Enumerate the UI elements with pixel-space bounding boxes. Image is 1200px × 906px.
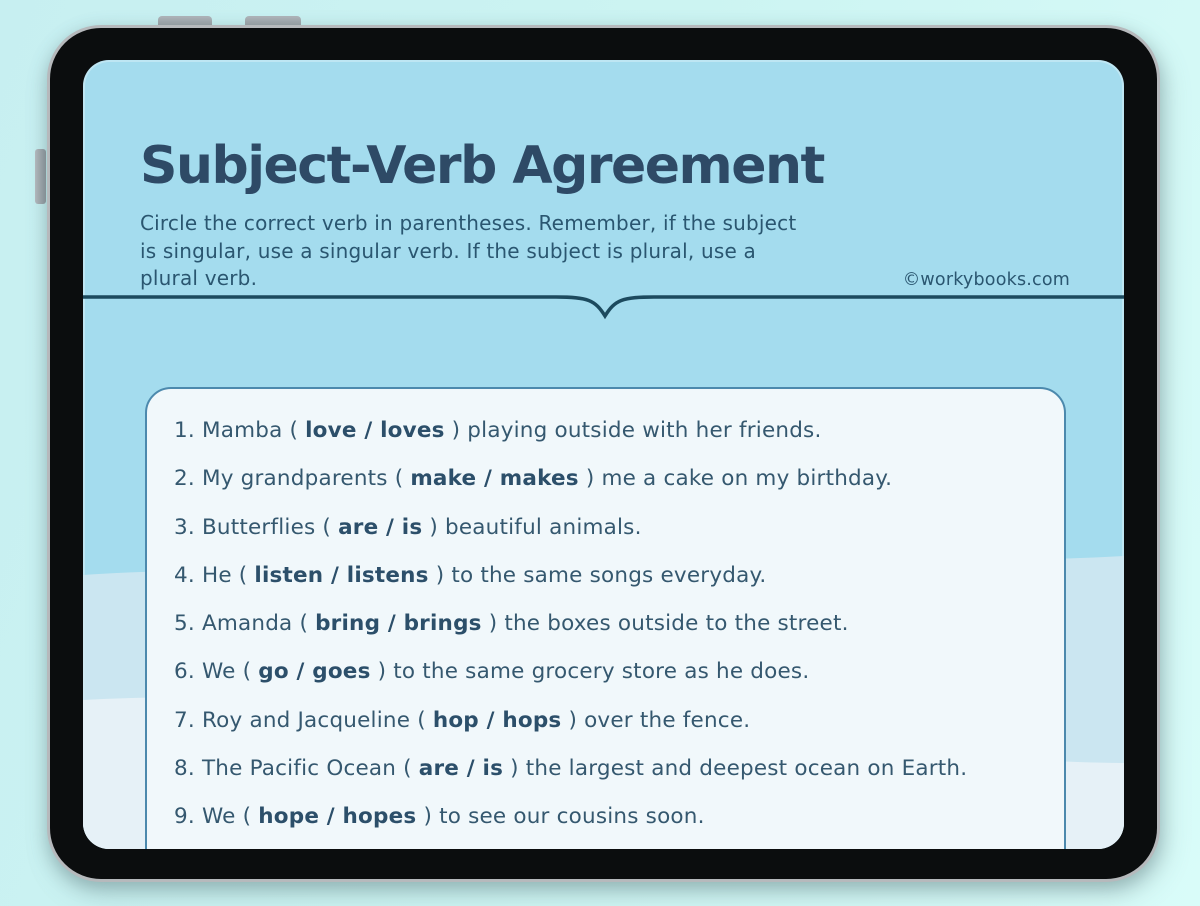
verb-option-2[interactable]: is xyxy=(482,756,504,782)
copyright-text: ©workybooks.com xyxy=(902,270,1070,290)
question-number: 7. xyxy=(174,707,202,733)
verb-option-2[interactable]: hops xyxy=(502,707,562,733)
question-text-post: ) over the fence. xyxy=(561,707,751,733)
question-number: 9. xyxy=(174,804,202,830)
question-row xyxy=(174,697,1054,745)
verb-option-1[interactable]: make xyxy=(410,466,477,492)
verb-option-1[interactable]: are xyxy=(338,514,379,540)
verb-separator: / xyxy=(459,756,483,782)
question-row xyxy=(174,793,1054,841)
tablet-frame xyxy=(47,25,1160,882)
question-row xyxy=(174,552,1054,600)
verb-option-2[interactable]: goes xyxy=(312,659,371,685)
verb-option-2[interactable]: makes xyxy=(499,466,579,492)
question-text-pre: My grandparents ( xyxy=(201,466,411,492)
question-text-post: ) the boxes outside to the street. xyxy=(481,611,849,637)
question-number: 5. xyxy=(174,611,202,637)
verb-option-2[interactable]: listens xyxy=(346,562,429,588)
question-text-post: ) to the same grocery store as he does. xyxy=(370,659,810,685)
question-text-pre: Mamba ( xyxy=(201,418,306,443)
question-row xyxy=(174,407,1054,455)
question-number: 8. xyxy=(174,756,202,782)
verb-option-1[interactable]: love xyxy=(305,418,357,443)
instructions-line-1: Circle the correct verb in parentheses. Remember, if the subject xyxy=(140,211,797,235)
question-text-pre: We ( xyxy=(201,804,259,830)
verb-separator: / xyxy=(323,562,347,588)
tablet-screen xyxy=(83,60,1124,849)
verb-option-2[interactable]: is xyxy=(401,514,423,540)
question-text-post: ) to the same songs everyday. xyxy=(428,562,767,588)
question-text-post: ) beautiful animals. xyxy=(422,514,642,540)
verb-separator: / xyxy=(476,466,500,492)
question-row xyxy=(174,745,1054,793)
verb-option-1[interactable]: hop xyxy=(432,707,479,733)
instructions-line-2: is singular, use a singular verb. If the subject is plural, use a xyxy=(140,238,757,263)
question-list xyxy=(174,407,1054,842)
question-text-pre: Amanda ( xyxy=(201,611,316,637)
question-text-post: ) playing outside with her friends. xyxy=(444,418,822,443)
worksheet-card xyxy=(145,387,1066,849)
verb-option-2[interactable]: brings xyxy=(403,611,482,637)
question-text-pre: We ( xyxy=(201,659,259,685)
verb-option-2[interactable]: hopes xyxy=(342,804,417,830)
question-text-post: ) me a cake on my birthday. xyxy=(578,466,893,492)
verb-option-1[interactable]: listen xyxy=(254,562,324,588)
verb-separator: / xyxy=(288,659,313,685)
verb-separator: / xyxy=(378,514,402,540)
question-text-pre: He ( xyxy=(201,562,255,588)
question-number: 6. xyxy=(174,659,202,685)
question-number: 2. xyxy=(174,466,202,492)
tablet-side-button xyxy=(35,149,46,204)
question-number: 1. xyxy=(174,418,202,443)
verb-option-1[interactable]: bring xyxy=(315,611,381,637)
verb-option-1[interactable]: hope xyxy=(258,804,320,830)
question-number: 3. xyxy=(174,514,202,540)
verb-separator: / xyxy=(356,418,381,443)
question-text-post: ) to see our cousins soon. xyxy=(416,804,705,830)
question-row xyxy=(174,648,1054,696)
instructions-line-3: plural verb. xyxy=(140,266,258,290)
verb-option-1[interactable]: go xyxy=(258,659,289,685)
question-row xyxy=(174,600,1054,648)
verb-separator: / xyxy=(319,804,343,830)
verb-separator: / xyxy=(478,707,503,733)
verb-option-1[interactable]: are xyxy=(418,756,460,782)
question-text-pre: Butterflies ( xyxy=(201,514,339,540)
worksheet-instructions xyxy=(140,210,796,293)
question-text-post: ) the largest and deepest ocean on Earth. xyxy=(503,756,968,782)
question-number: 4. xyxy=(174,562,202,588)
question-text-pre: The Pacific Ocean ( xyxy=(201,756,419,782)
verb-separator: / xyxy=(380,611,404,637)
worksheet-title: Subject-Verb Agreement xyxy=(140,136,824,196)
question-row xyxy=(174,504,1054,552)
question-text-pre: Roy and Jacqueline ( xyxy=(201,707,433,733)
question-row xyxy=(174,455,1054,503)
verb-option-2[interactable]: loves xyxy=(380,418,445,443)
